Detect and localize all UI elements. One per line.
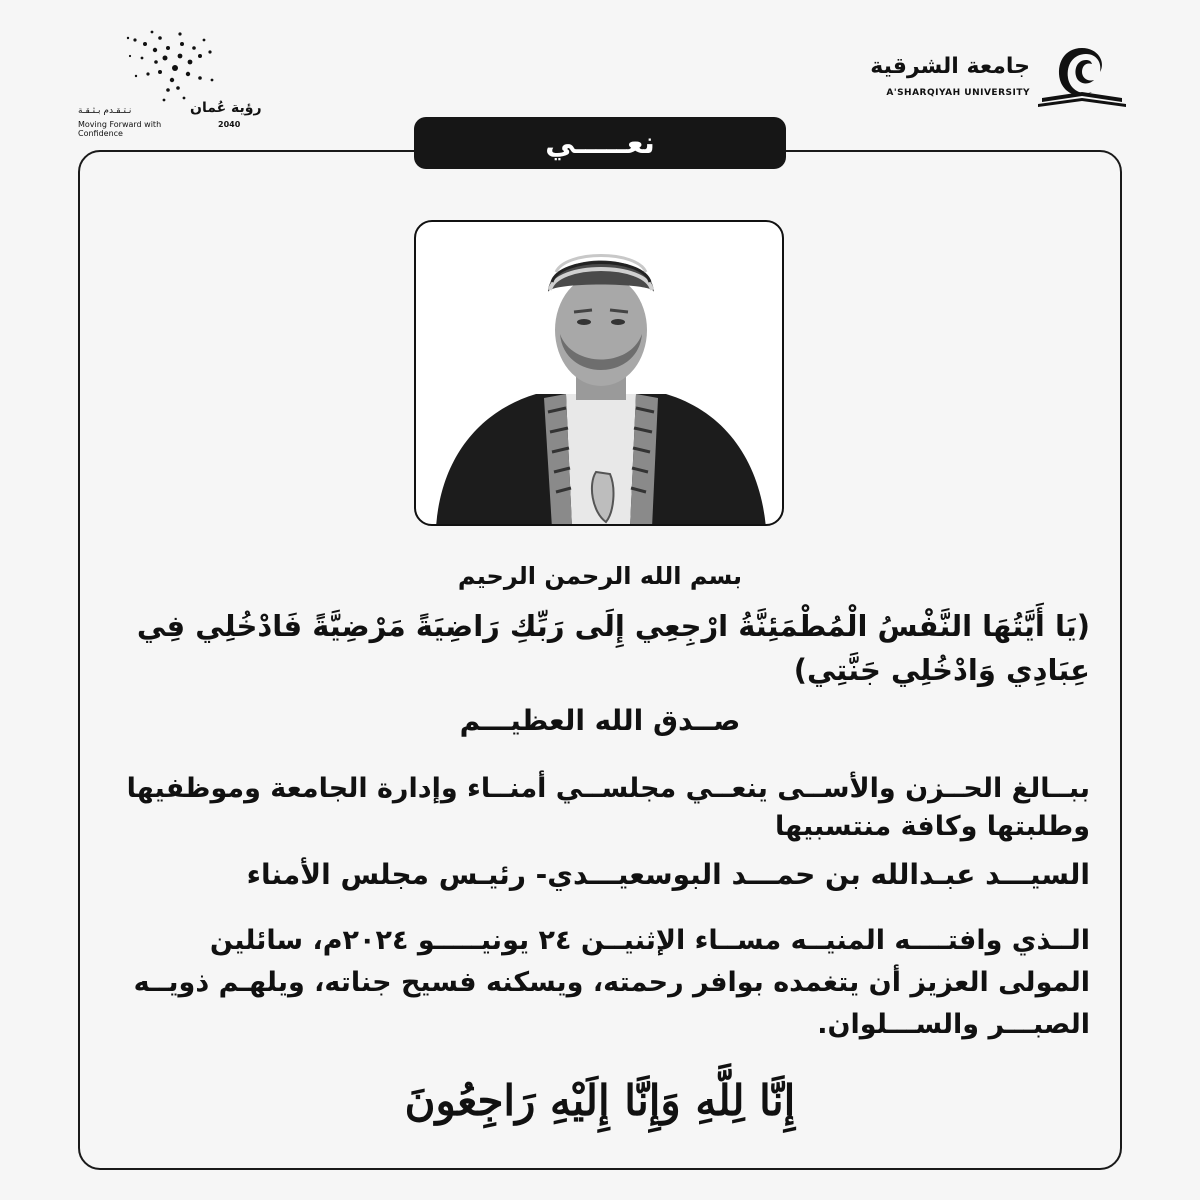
title-banner	[414, 117, 786, 169]
calligraphy-text: إِنَّا لِلَّهِ وَإِنَّا إِلَيْهِ رَاجِعُونَ	[404, 1075, 796, 1125]
portrait-image	[416, 222, 784, 526]
deceased-name: السيـــد عبـدالله بن حمـــد البوسعيـــدي- رئيـس مجلس الأمناء	[246, 858, 1090, 891]
quran-verse: (يَا أَيَّتُهَا النَّفْسُ الْمُطْمَئِنَّةُ ارْجِعِي إِلَى رَبِّكِ رَاضِيَةً مَرْضِيَّةً فَادْخُلِي فِي عِبَادِي وَادْخُلِي جَنَّتِي)	[136, 609, 1090, 687]
university-logo	[870, 42, 1130, 112]
vision-swirl-icon	[120, 28, 230, 108]
basmala: بسم الله الرحمن الرحيم	[457, 562, 743, 590]
vision-tagline-arabic: نـتـقـدم بـثـقـة	[78, 106, 132, 116]
university-name-arabic: جامعة الشرقية	[870, 54, 1030, 79]
vision-year: 2040	[218, 120, 241, 129]
page-title: نعـــــي	[545, 125, 655, 161]
vision-tagline-english: Moving Forward with Confidence	[78, 120, 162, 138]
oman-vision-logo	[78, 28, 278, 138]
sadaq-allah: صــدق الله العظيـــم	[459, 704, 741, 737]
calligraphy-verse	[404, 1040, 796, 1160]
portrait-photo	[414, 220, 784, 526]
condolence-paragraph: الــذي وافتــــه المنيــه مســاء الإثنيــن ٢٤ يونيـــــو ٢٠٢٤م، سائلين المولى العزيز أن يتغمده بوافر رحمته، ويسكنه فسيح جناته، ويلهـم ذويــه الصبـــر والســـلوان.	[133, 925, 1090, 1040]
university-name-english: A'SHARQIYAH UNIVERSITY	[886, 88, 1030, 98]
vision-title: رؤية عُمان	[190, 100, 262, 116]
announcement-paragraph: ببــالغ الحــزن والأســى ينعــي مجلســي أمنــاء وإدارة الجامعة وموظفيها وطلبتها وكافة منتسبيها	[126, 773, 1090, 842]
university-emblem-icon	[1034, 42, 1130, 112]
